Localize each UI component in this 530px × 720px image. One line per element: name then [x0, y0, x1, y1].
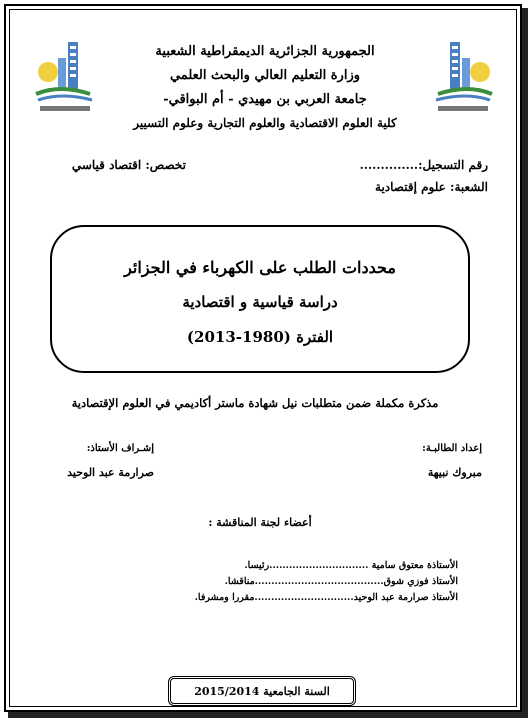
academic-year: السنة الجامعية 2015/2014: [168, 676, 356, 706]
thesis-note: مذكرة مكملة ضمن متطلبات نيل شهادة ماستر أكاديمي في العلوم الإقتصادية: [71, 396, 439, 410]
header-university: جامعة العربي بن مهيدي - أم البواقي-: [163, 92, 367, 107]
university-logo-left: [30, 38, 100, 118]
registration-number: رقم التسجيل:..............: [359, 158, 488, 172]
committee-member-supervisor: الأستاذ صرارمة عبد الوحيد..............................مقررا ومشرفا.: [194, 592, 458, 603]
branch: الشعبة: علوم إقتصادية: [375, 180, 488, 194]
university-logo-right: [428, 38, 498, 118]
page-shadow-right: [522, 8, 528, 716]
thesis-subtitle: دراسة قياسية و اقتصادية: [182, 293, 338, 311]
header-ministry: وزارة التعليم العالي والبحث العلمي: [169, 68, 361, 83]
page-shadow-bottom: [8, 712, 528, 718]
header-faculty: كلية العلوم الاقتصادية والعلوم التجارية وعلوم التسيير: [133, 116, 397, 130]
supervisor-label: إشـراف الأستاذ:: [86, 443, 154, 454]
thesis-title: محددات الطلب على الكهرباء في الجزائر: [124, 258, 396, 277]
committee-member-examiner: الأستاذ فوزي شوق.......................................مناقشا.: [224, 576, 458, 587]
header-republic: الجمهورية الجزائرية الديمقراطية الشعبية: [155, 44, 375, 59]
supervisor-name: صرارمة عبد الوحيد: [67, 466, 154, 479]
committee-heading: أعضاء لجنة المناقشة :: [208, 516, 312, 529]
student-name: مبروك نبيهة: [427, 466, 482, 479]
thesis-period: الفترة (1980-2013): [186, 328, 334, 346]
specialty: تخصص: اقتصاد قياسي: [71, 158, 186, 172]
student-label: إعداد الطالبـة:: [422, 443, 482, 454]
committee-member-president: الأستاذة معتوق سامية ..............................رئيسا.: [244, 560, 458, 571]
